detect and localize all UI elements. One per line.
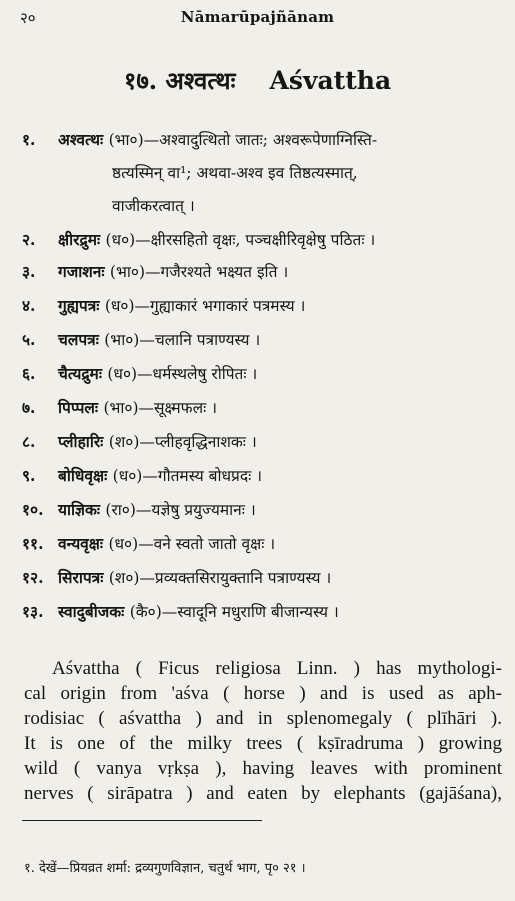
synonym-number: १२. <box>22 568 44 587</box>
synonym-headword: याज्ञिकः <box>58 500 106 519</box>
synonym-headword: प्लीहारिः <box>58 432 109 451</box>
synonym-text-line: सिरापत्रः (श०)—प्रव्यक्तसिरायुक्तानि पत्राण्यस्य । <box>58 568 332 587</box>
synonym-text-line: वन्यवृक्षः (ध०)—वने स्वतो जातो वृक्षः । <box>58 534 276 553</box>
synonym-headword: क्षीरद्रुमः <box>58 230 106 249</box>
paragraph-line: cal origin from 'aśva ( horse ) and is used as aph- <box>24 683 502 704</box>
page-number: २० <box>20 9 36 27</box>
synonym-text-line: स्वादुबीजकः (कै०)—स्वादूनि मधुराणि बीजान्यस्य । <box>58 602 339 621</box>
synonym-headword: अश्वत्थः <box>58 130 109 149</box>
synonym-text-line: याज्ञिकः (रा०)—यज्ञेषु प्रयुज्यमानः । <box>58 500 256 519</box>
synonym-headword: चलपत्रः <box>58 330 105 349</box>
synonym-headword: गुह्यपत्रः <box>58 296 105 315</box>
synonym-headword: स्वादुबीजकः <box>58 602 130 621</box>
synonym-number: १. <box>22 130 36 149</box>
synonym-text-line: अश्वत्थः (भा०)—अश्वादुत्थितो जातः; अश्वरूपेणाग्निस्ति- <box>58 130 378 149</box>
running-title: Nāmarūpajñānam <box>180 8 335 26</box>
synonym-number: ६. <box>22 364 36 383</box>
page-header <box>0 8 515 32</box>
synonym-number: २. <box>22 230 36 249</box>
synonym-text-line: पिप्पलः (भा०)—सूक्ष्मफलः । <box>58 398 218 417</box>
synonym-number: १०. <box>22 500 44 519</box>
synonym-number: ९. <box>22 466 36 485</box>
footnote: १. देखें—प्रियव्रत शर्मा: द्रव्यगुणविज्ञान, चतुर्थ भाग, पृ० २१ । <box>24 861 306 876</box>
synonym-number: ३. <box>22 262 36 281</box>
footnote-divider <box>22 820 262 821</box>
paragraph-line: rodisiac ( aśvattha ) and in splenomegaly ( plīhāri ). <box>24 708 502 729</box>
synonym-number: ५. <box>22 330 36 349</box>
synonym-number: ११. <box>22 534 44 553</box>
synonym-text-line: बोधिवृक्षः (ध०)—गौतमस्य बोधप्रदः । <box>58 466 263 485</box>
synonym-text-line: गुह्यपत्रः (ध०)—गुह्याकारं भगाकारं पत्रमस्य । <box>58 296 306 315</box>
synonym-headword: चैत्यद्रुमः <box>58 364 108 383</box>
synonym-headword: गजाशनः <box>58 262 110 281</box>
synonym-text-line: वाजीकरत्वात् । <box>112 197 195 215</box>
synonym-number: ४. <box>22 296 36 315</box>
synonym-number: १३. <box>22 602 44 621</box>
synonym-headword: पिप्पलः <box>58 398 104 417</box>
synonym-text-line: प्लीहारिः (श०)—प्लीहवृद्धिनाशकः । <box>58 432 257 451</box>
synonym-text-line: चलपत्रः (भा०)—चलानि पत्राण्यस्य । <box>58 330 261 349</box>
synonym-text-line: चैत्यद्रुमः (ध०)—धर्मस्थलेषु रोपितः । <box>58 364 258 383</box>
synonym-text-line: गजाशनः (भा०)—गजैरश्यते भक्ष्यत इति । <box>58 262 289 281</box>
chapter-heading <box>0 64 515 97</box>
body-paragraph <box>24 656 502 806</box>
synonym-text-line: ष्ठत्यस्मिन् वा¹; अथवा-अश्व इव तिष्ठत्यस्मात्, <box>112 164 358 182</box>
chapter-title-sanskrit: १७. अश्वत्थः <box>123 66 236 95</box>
chapter-title-roman: Aśvattha <box>269 66 392 95</box>
synonym-text-line: क्षीरद्रुमः (ध०)—क्षीरसहितो वृक्षः, पञ्चक्षीरिवृक्षेषु पठितः । <box>58 230 376 249</box>
synonym-number: ७. <box>22 398 36 417</box>
paragraph-line: Aśvattha ( Ficus religiosa Linn. ) has mythologi- <box>52 658 502 679</box>
paragraph-line: nerves ( sirāpatra ) and eaten by elephants (gajāśana), <box>24 783 502 804</box>
synonym-headword: सिरापत्रः <box>58 568 109 587</box>
paragraph-line: wild ( vanya vṛkṣa ), having leaves with prominent <box>24 758 502 779</box>
synonym-headword: बोधिवृक्षः <box>58 466 113 485</box>
paragraph-line: It is one of the milky trees ( kṣīradruma ) growing <box>24 733 502 754</box>
synonym-headword: वन्यवृक्षः <box>58 534 109 553</box>
synonym-number: ८. <box>22 432 36 451</box>
